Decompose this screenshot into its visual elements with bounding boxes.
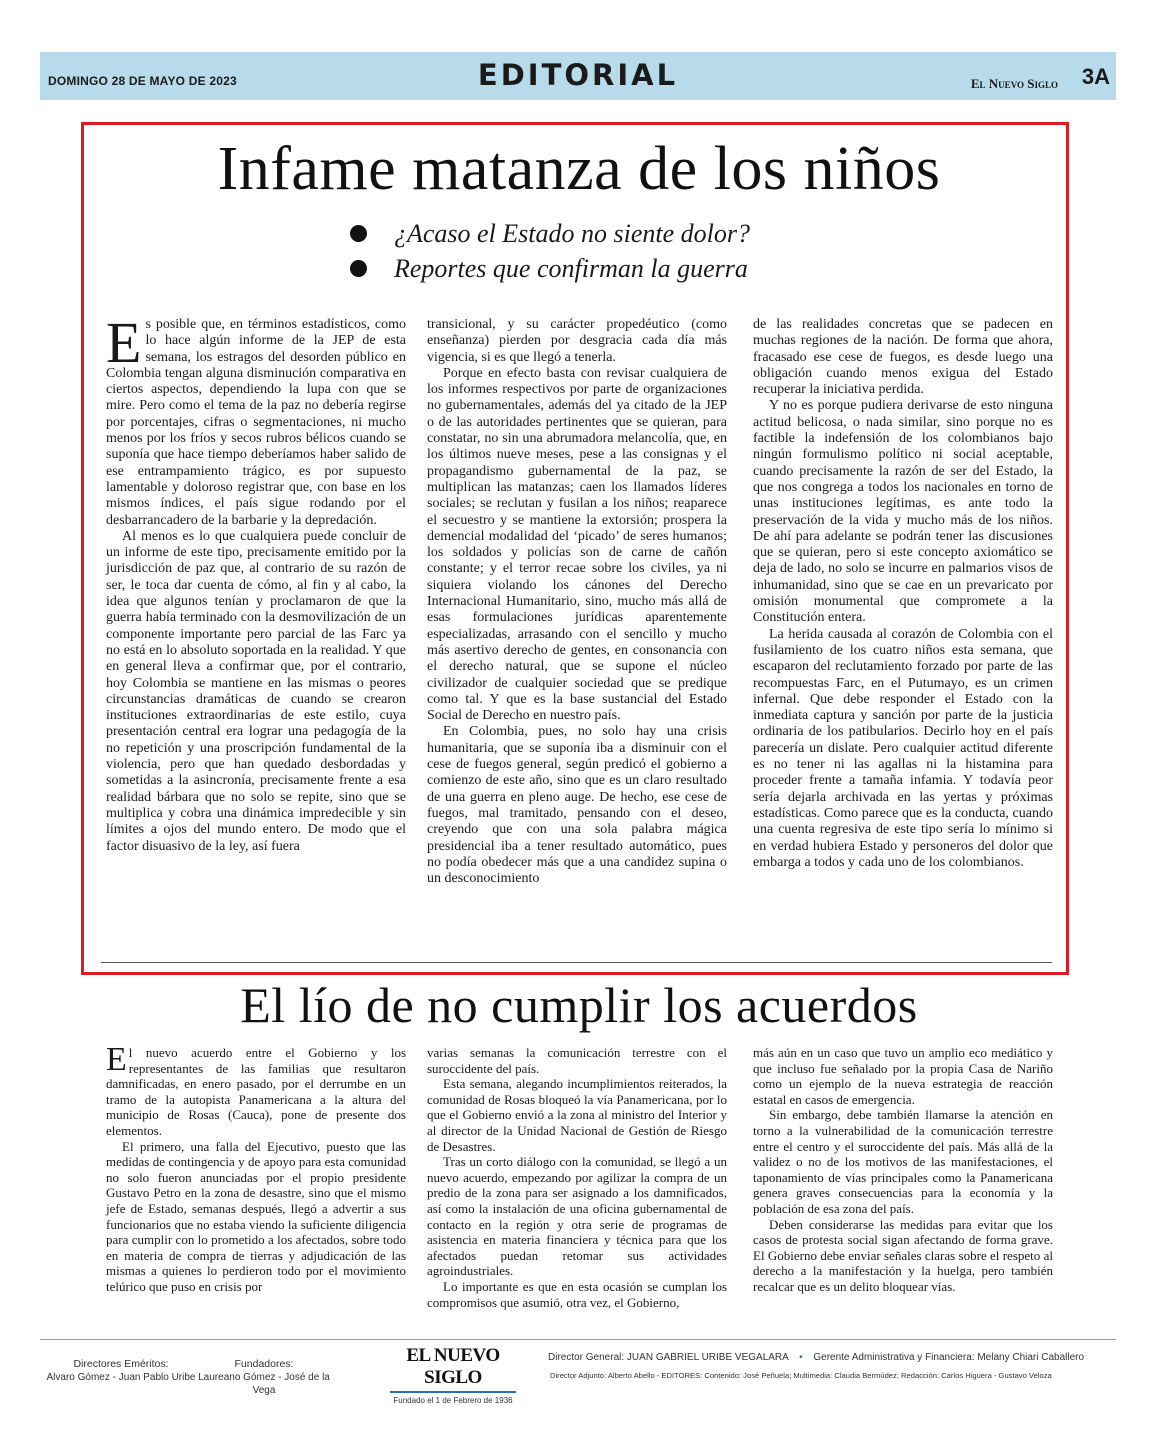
logo-text: EL NUEVO SIGLO [390, 1345, 516, 1393]
directores-emeritos [46, 1358, 196, 1384]
section-divider [101, 962, 1052, 963]
editors-line: Director Adjunto: Alberto Abello - EDITORES: Contenido: José Peñuela; Multimedia: Claudia Bermúdez; Redacción: Carlos Higuera - Gustavo Veloza [550, 1371, 1052, 1380]
directores-names: Alvaro Gómez - Juan Pablo Uribe [46, 1372, 196, 1383]
publication-date: DOMINGO 28 DE MAYO DE 2023 [48, 74, 237, 88]
gerente-name: Melany Chiari Caballero [977, 1352, 1085, 1363]
director-general-line [548, 1352, 1084, 1363]
subhead-text: Reportes que confirman la guerra [394, 253, 748, 283]
editorial-1-column-1 [106, 310, 406, 855]
editorial-2-title: El lío de no cumplir los acuerdos [240, 977, 918, 1033]
director-general-name: JUAN GABRIEL URIBE VEGALARA [626, 1352, 789, 1363]
fundadores-names: Laureano Gómez - José de la Vega [198, 1372, 330, 1396]
paragraph: La herida causada al corazón de Colombia con el fusilamiento de los cuatro niños esta semana, que escaparon del reclutamiento forzado por parte de las recompuestas Farc, en el Putumayo, es un crimen infernal. Que debe responder el Estado con la inmediata captura y sanción por parte de la justicia ordinaria de los patibularios. Decirlo hoy en el país parecería un dislate. Pero cualquier actitud diferente es no tener ni las agallas ni la histamina para proceder frente a tamaña infamia. Y todavía peor sería dejarla archivada en las yertas y próximas estadísticas. Como parece que es la conducta, cuando una cuenta regresiva de este tipo sería lo mínimo si en verdad hubiera Estado y personeros del dolor que embarga a todos y cada uno de los colombianos. [753, 626, 1053, 870]
paragraph: Porque en efecto basta con revisar cualquiera de los informes respectivos por parte de organizaciones no gubernamentales, además del ya citado de la JEP o de las autoridades pertinentes que se quieran, para constatar, no sin una abrumadora melancolía, que, en los últimos nueve meses, pese a las consignas y el propagandismo gubernamental de la paz, se multiplican las matanzas; caen los llamados líderes sociales; se reclutan y fusilan a los niños; reaparece el secuestro y se mantiene la extorsión; prospera la demencial modalidad del ‘picado’ de seres humanos; los soldados y policías son de carne de cañón constante; y el terror recae sobre los civiles, ya ni siquiera violando los cánones del Derecho Internacional Humanitario, sino, mucho más allá de esas formulaciones jurídicas aparentemente especializadas, arrasando con el sencillo y mucho más asertivo derecho de gentes, en consonancia con el derecho natural, que se supone el núcleo civilizador de cualquier sociedad que se predique como tal. Y que es la base sustancial del Estado Social de Derecho en nuestro país. [427, 365, 727, 724]
subhead-item [350, 216, 870, 251]
editorial-1-column-3 [753, 317, 1053, 871]
subhead-text: ¿Acaso el Estado no siente dolor? [394, 218, 751, 248]
paragraph: de las realidades concretas que se padecen en muchas regiones de la nación. De forma que ahora, fracasado ese cese de fuegos, es desde luego una obligación cuando menos exigua del Estado recuperar la iniciativa perdida. [753, 317, 1053, 398]
fundadores-label: Fundadores: [234, 1358, 294, 1370]
paragraph: s posible que, en términos estadísticos, como lo hace algún informe de la JEP de esta semana, los estragos del desorden público en Colombia tengan alguna disminución comparativa en ciertos aspectos, dependiendo la lupa con que se mire. Pero como el tema de la paz no debería regirse por porcentajes, cifras o segmentaciones, ni mucho menos por los fríos y secos rubros bélicos cuando se suponía que hace tiempo deberíamos haber salido de ese entrampamiento trágico, es por supuesto lamentable y doloroso registrar que, con base en los mismos índices, el país sigue rodando por el desbarrancadero de la barbarie y la depredación. [106, 317, 406, 528]
founded-date: Fundado el 1 de Febrero de 1936 [393, 1396, 513, 1405]
paragraph: l nuevo acuerdo entre el Gobierno y los representantes de las familias que resultaron damnificadas, en enero pasado, por el derrumbe en un tramo de la autopista Panamericana a la altura del municipio de Rosas (Cauca), pone de presente dos elementos. [106, 1045, 406, 1138]
director-general-label: Director General: [548, 1352, 625, 1363]
paragraph: transicional, y su carácter propedéutico (como enseñanza) pierden por desgracia cada día más vigencia, si es que llegó a tenerla. [427, 317, 727, 365]
bullet-dot-icon [350, 260, 367, 277]
editorial-1-subheads [350, 216, 870, 286]
paragraph: Tras un corto diálogo con la comunidad, se llegó a un nuevo acuerdo, empezando por agilizar la compra de un predio de la zona para ser asignado a los damnificados, así como la instalación de una oficina gubernamental de contacto en la región y otra serie de programas de asistencia en materia financiera y técnica para que los afectados puedan retomar sus actividades agroindustriales. [427, 1154, 727, 1279]
page-header [40, 52, 1116, 100]
footer-divider [40, 1339, 1116, 1340]
page-number: 3A [1081, 64, 1110, 89]
section-title: EDITORIAL [477, 58, 679, 92]
newspaper-logo [390, 1345, 516, 1405]
gerente-label: Gerente Administrativa y Financiera: [813, 1352, 975, 1363]
editorial-2-column-2 [427, 1045, 727, 1310]
editorial-1-title: Infame matanza de los niños [217, 135, 941, 203]
paragraph: Sin embargo, debe también llamarse la atención en torno a la vulnerabilidad de la comunicación terrestre entre el centro y el suroccidente del país. Más allá de la validez o no de los motivos de las manifestaciones, el taponamiento de vías principales como la Panamericana genera graves consecuencias para la economía y la población de esa zona del país. [753, 1107, 1053, 1216]
subhead-item [350, 251, 870, 286]
directores-label: Directores Eméritos: [73, 1358, 169, 1370]
editorial-1-column-2 [427, 317, 727, 887]
drop-cap: E [106, 310, 142, 375]
paragraph: Esta semana, alegando incumplimientos reiterados, la comunidad de Rosas bloqueó la vía Panamericana, por lo que el Gobierno envió a la zona al ministro del Interior y al director de la Unidad Nacional de Gestión de Riesgo de Desastres. [427, 1076, 727, 1154]
paper-name: El Nuevo Siglo [970, 76, 1058, 91]
fundadores [196, 1358, 332, 1397]
separator-dot: • [799, 1352, 803, 1363]
paragraph: Al menos es lo que cualquiera puede concluir de un informe de este tipo, precisamente emitido por la jurisdicción de paz que, al contrario de su razón de ser, le toca dar cuenta de cómo, al fin y al cabo, la idea que algunos tenían y proclamaron de que la guerra había terminado con la desmovilización de un componente importante pero parcial de las Farc ya no está en lo absoluto soportada en la realidad. Y que en general lleva a confirmar que, por el contrario, hoy Colombia se mantiene en las mismas o peores circunstancias dramáticas de cuando se crearon instituciones extraordinarias de este estilo, cuya presentación central era lograr una pedagogía de la no repetición y una proscripción fundamental de la violencia, pero que han quedado desbordadas y sometidas a la asincronía, precisamente frente a esa realidad bárbara que no solo se repite, sino que se multiplica y cobra una dinámica impredecible y sin límites a ojos del mundo entero. De modo que el factor disuasivo de la ley, así fuera [106, 528, 406, 854]
paragraph: Deben considerarse las medidas para evitar que los casos de protesta social sigan afectando de forma grave. El Gobierno debe enviar señales claras sobre el respeto al derecho a la manifestación y la huelga, pero también recalcar que es un delito bloquear vías. [753, 1216, 1053, 1294]
paragraph: más aún en un caso que tuvo un amplio eco mediático y que incluso fue señalado por la propia Casa de Nariño como un ejemplo de la nueva estrategia de reacción estatal en casos de emergencia. [753, 1045, 1053, 1107]
paragraph: En Colombia, pues, no solo hay una crisis humanitaria, que se suponía iba a disminuir con el cese de fuegos general, según predicó el gobierno a comienzo de este año, sino que es un claro resultado de una guerra en pleno auge. De hecho, ese cese de fuegos, mal tramitado, pensando con el deseo, creyendo que con una sola palabra mágica presidencial iba a tener resultado automático, pues no podía obedecer más que a una candidez supina o un desconocimiento [427, 724, 727, 887]
editorial-2-column-1 [106, 1041, 406, 1295]
bullet-dot-icon [350, 225, 367, 242]
paragraph: Lo importante es que en esta ocasión se cumplan los compromisos que asumió, otra vez, el Gobierno, [427, 1278, 727, 1310]
paragraph: Y no es porque pudiera derivarse de esto ninguna actitud belicosa, o nada similar, sino porque no es factible la indefensión de los colombianos bajo ningún formulismo político ni social aceptable, cuando precisamente la razón de ser del Estado, la que nos congrega a todos los nacionales en torno de unas instituciones legítimas, es ante todo la preservación de la vida y mucho más de los niños. De ahí para adelante se podrán tener las discusiones que se quieran, pero si este concepto axiomático se deja de lado, no solo se incurre en palmarios visos de inhumanidad, sino que se cae en un prevaricato por omisión monumental que compromete a la Constitución entera. [753, 398, 1053, 626]
editorial-2-column-3 [753, 1045, 1053, 1295]
paragraph: El primero, una falla del Ejecutivo, puesto que las medidas de contingencia y de apoyo para esta comunidad no solo fueron anunciadas por el propio presidente Gustavo Petro en la zona de desastre, sino que el mismo jefe de Estado, semanas después, llegó a advertir a sus funcionarios que no estaba viendo la suficiente diligencia para cumplir con lo prometido a los afectados, sobre todo en materia de compra de tierras y adjudicación de las mismas a quienes lo perdieron todo por el movimiento telúrico que puso en crisis por [106, 1138, 406, 1294]
drop-cap: E [106, 1041, 127, 1078]
paragraph: varias semanas la comunicación terrestre con el suroccidente del país. [427, 1045, 727, 1076]
